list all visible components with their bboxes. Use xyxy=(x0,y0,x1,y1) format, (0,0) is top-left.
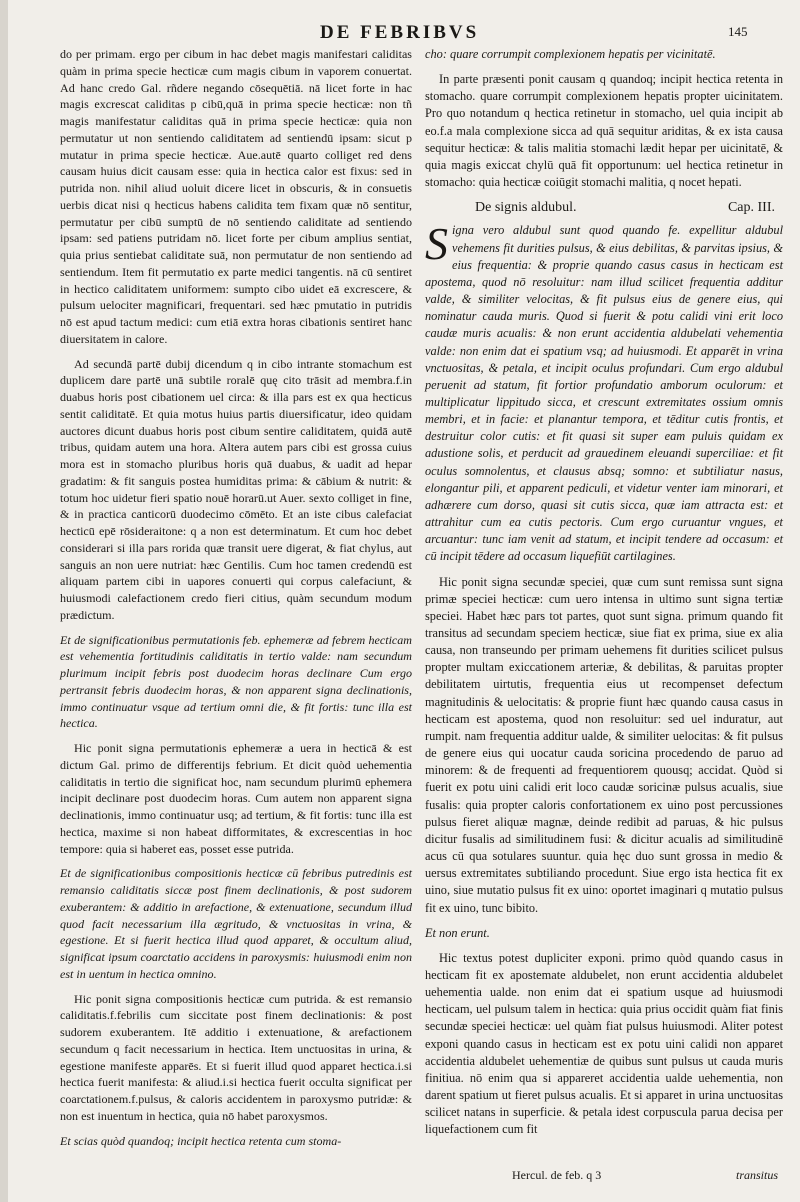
chapter-heading xyxy=(475,199,775,216)
drop-cap-text: igna vero aldubul sunt quod quando fe. expellitur aldubul vehemens fit durities pulsus, & eius debilitas, & parvitas ipsius, & eius frequentia: & proprie quando casus casus in hecticam est apostema, quod nō resoluitur: nam illud scilicet frequentia additur valde, & similiter velocitas, & fit pulsus eius de genere eius, qui nominatur cauda muris. Quod si fuerit & potu calidi vini erit loco caudæ muris acualis: & non erunt accidentia aldubelati vehementia valde: non enim dat ei spatium vsq; ad huiusmodi. Et apparēt in vrina vnctuositas, & petala, et incipit oculus profundari. Cum ergo aldubul peruenit ad statum, fit fortior profundatio amborum oculorum: et multiplicatur lippitudo sicca, et crescunt extremitates ossium omnis membri, et in facie: et planantur tempora, et tēditur cutis frontis, et destruitur color cutis: et fit quasi sit super eam puluis quidam ex adustione solis, et perducit ad grauedinem eleuandi superciliae: et fit oculus somnolentus, et clausus absq; somno: et subtiliatur nasus, elongantur pili, et apparent pediculi, et videtur venter iam minorari, et adhærere cum dorso, quasi sit cutis sicca, quæ iam attracta est: et attrahitur cum ea cutis pectoris. Cum ergo curuantur vngues, et arcuantur: tunc iam venit ad statum, et incipit tendere ad occasum: et cū incipit tēdere ad occasum liquefiūt cartilagines. xyxy=(425,223,783,564)
left-paragraph: Ad secundā partē dubij dicendum q in cibo intrante stomachum est duplicem dare partē unā subtile roralē quę cito trāsit ad membra.f.in duabus horis post cibationem uel circa: & illa pars est ex qua hecticus sentit caliditatē. Et quia motus huius partis diuersificatur, ideo quidam auctores dicunt duabus horis post cibum sentire caliditatem, quidā autē tribus, quidam autem una hora. Altera autem pars cibi est grossa cuius mora est in stomacho pluribus horis quā duabus, & uadit ad hepar gradatim: & fit sanguis postea humiditas prima: & cābium & nutrit: & totum hoc uidetur fieri spatio nouē horarū.ut Auer. sexto colliget in fine, & in practica canticorū duodecimo cōmēto. Et an iste cibus calefaciat hecticū epē rōsideraitone: q a non est determinatum. Et cum hoc debet considerari si illa pars rorida quæ transit uere digerat, & fiat chylus, aut sanguis an non uere nutriat: hæc Gentilis. Cum hoc tamen credendū est aliquam partem cibi in uapores conuerti qui corpus calefaciunt, & huiusmodi calefactionem credo fieri citius, quàm secundum modum prædictum. xyxy=(60,356,412,622)
chapter-title: De signis aldubul. xyxy=(475,200,577,216)
right-text-quote: cho: quare corrumpit complexionem hepatis per vicinitatē. xyxy=(425,47,716,61)
right-paragraph: In parte præsenti ponit causam q quandoq; incipit hectica retenta in stomacho. quare corrumpit complexionem hepatis propter uicinitatem. Pro quo notandum q hectica retinetur in stomacho, uel quia incipit ab eo.f.a mala complexione sicca ad quā sequitur ariditas, & ex ista causa sequitur hecticæ: & talis malitia stomachi lædit hepar per uicinitatē, & quia magis exiccat chylū quā fit opportunum: uel hectica retinetur in stomacho: quia hecticæ coiūgit stomachi malitia, q nocet hepati. xyxy=(425,72,783,190)
right-column xyxy=(425,46,783,1147)
left-text-quote: Et de significationibus compositionis hecticæ cū febribus putredinis est remansio caliditatis siccæ post finem declinationis, & post sudorem exuberantem: & additio in arefactione, & extenuatione, secundum illud quod facit necessarium illa ægritudo, & vnctuositas in vrina, & egestione. Et si fuerit hectica illud quod apparet, & occultum aliud, significat ipsum coarctatio accidens in paroxysmis: huiusmodi enim non est in uentum in hectica omnino. xyxy=(60,866,412,981)
left-column xyxy=(60,46,412,1157)
chapter-number: Cap. III. xyxy=(727,200,775,216)
page-number: 145 xyxy=(728,24,748,39)
signature-line: Hercul. de feb. q 3 xyxy=(512,1168,602,1182)
right-text-quote: Et non erunt. xyxy=(425,925,490,940)
right-paragraph: Hic ponit signa secundæ speciei, quæ cum sunt remissa sunt signa primæ speciei hecticæ: cum uero intensa in ultimo sunt signa tertiæ speciei. Habet hæc pars tot partes, quot sunt signa. primum quando fit transitus ad secundam speciem hecticæ, siue fiat ex prima, siue ex alia causa, non transeundo per primam uehemens fit durities scilicet pulsus propter multam exiccationem arteriæ, & debilitas, & paruitas propter debilitatem uirtutis, frequentia eius ut recompenset defectum magnitudinis & uelocitatis: & proprie fiunt hæc quando causa casus in hecticam est apostema, quod non resoluitur: sed uel induratur, aut rumpit. nam frequentia additur ualde, & similiter uelocitas: & fit pulsus de genere eius qui uocatur cauda soricina procedendo de paruo ad minorem: & de frequenti ad frequentiorem quousq; accidat. Quòd si fuerit ex potu uini calidi erit loco caudæ soricinæ pulsus acualis, siue fusalis: quia propter caloris confortationem ex uino post percussiones pulsus fieret aliquæ magnæ, deinde redibit ad paruas, & hic pulsus dicitur fusalis ad similitudinem fusi: & dicitur acualis ad similitudinē acus cū qua sotulares suuntur. quia hęc duo sunt grossa in medio & uersus extremitates subtiliando procedunt. Siue ergo ista hectica fit ex uino, siue mutatio pulsus fit ex uino: oportet imaginari q mutatio pulsus fit ex uino, tunc bibito. xyxy=(425,574,783,915)
catchword: transitus xyxy=(736,1168,779,1182)
page-gutter-shadow xyxy=(0,0,8,1202)
left-text-quote: Et de significationibus permutationis feb. ephemeræ ad febrem hecticam est vehementia fortitudinis caliditatis in tertio valde: nam secundum plurimum incipit febris post duodecim horas declinare Cum ergo pertransit febris duodecim horas, & non apparent signa declinationis, immo continuatur vsque ad tertium omni die, & fit fortis: tunc illa est hectica. xyxy=(60,632,412,731)
left-paragraph: Hic ponit signa compositionis hecticæ cum putrida. & est remansio caliditatis.f.febrilis cum siccitate post finem declinationis: & post sudorem exuberantem. Itē additio i extenuatione, & arefactionem secundum q facit necessarium in hectica. Item unctuositas in urina, & egestione manifeste apparēs. Et si fuerit illud quod apparet hectica.i.si hectica fuerit manifesta: & aliud.i.si hectica fuerit occulta significat per coarctationem.f.pulsus, & caloris accidentem in paroxysmo putridæ: & non est inuentum in hectica, quia nō habet paroxysmos. xyxy=(60,991,412,1123)
left-paragraph: Hic ponit signa permutationis ephemeræ a uera in hecticā & est dictum Gal. primo de differentijs febrium. Et dicit quòd uehementia caliditatis in tertio die significat hoc, nam secundum plurimū ephemera incipit declinare post duodecim horas. Cum autem non apparent signa declinationis, immo continuatur usq; ad tertium, & fit fortis: tunc illa est hectica, maxime si non habeat difformitates, & excrescentias in hoc tempore: quia si haberet eas, posset esse putrida. xyxy=(60,741,412,856)
right-text-quote xyxy=(425,218,783,565)
right-paragraph: Hic textus potest dupliciter exponi. primo quòd quando casus in hecticam fit ex apostemate aldubelet, non erunt accidentia aldubelet uehementia ualde. non enim dat ei spatium usque ad huiusmodi hecticam, uel pulsum talem in hectica: quia prius occidit quàm fiat finis secundæ speciei hecticæ: uel quàm fiat pulsus huiusmodi. Aliter potest exponi quando casus in hecticam est ex potu uini calidi non apparet accidentia aldubelet uehementiæ de quibus sunt pulsus ut cauda muris finitiua. nō enim qua si appareret accidentia ualde uehementia, non darent spatium ut fieret pulsus acualis. Et si apparet in urina unctuositas scilicet natans in superficie. & petala idest corpuscula parua decisa per liquefactionem cum fit xyxy=(425,950,783,1137)
drop-cap-initial: S xyxy=(425,218,448,270)
left-paragraph: do per primam. ergo per cibum in hac debet magis manifestari caliditas quàm in prima specie hecticæ cum magis cibum in vaporem conuertat. Ad hanc credo Gal. rñdere negando cōsequētiā. nā licet forte in hac magis excrescat caliditas p cibū,quā in prima specie hecticæ: non tñ magis manifestatur caliditas quā in prima specie hecticæ: quia non permutatur ut non sentiendo caliditatem ad sentiendū ipsam: sicut p mutatur in prima specie hecticæ. Aue.autē quarto colliget red dens causam huius dicit causam esse: quia in hectica calor est fixus: sed in putrida non. nihil aliud uoluit dicere licet in obscuris, & in consuetis uerbis dicat nisi q hecticus habens calidita tem fixam quæ nō sentitur, permutatur per cibū sumptū de nō sentiendo caliditate ad sentiendo ipsam: sed patiens putridam nō. licet forte per cibum amplius sentiat, quia prius sentiebat caliditate suā, non permutatur de non sentiendo ad sentiendum. Item fit permutatio ex parte medici tangentis. nā cū sentiret in hectico caliditatem uniformem: sumpto cibo uidet eā excrescere, & pulsum uelociter magnificari, frequentari. sed hæc pmutatio in putridis nō est apud tactum medici: cum etiā extra horas cibationis sentiret hanc diuersitatem in calore. xyxy=(60,47,412,346)
left-text-quote: Et scias quòd quandoq; incipit hectica retenta cum stoma- xyxy=(60,1133,342,1148)
running-title: DE FEBRIBVS xyxy=(320,22,480,43)
